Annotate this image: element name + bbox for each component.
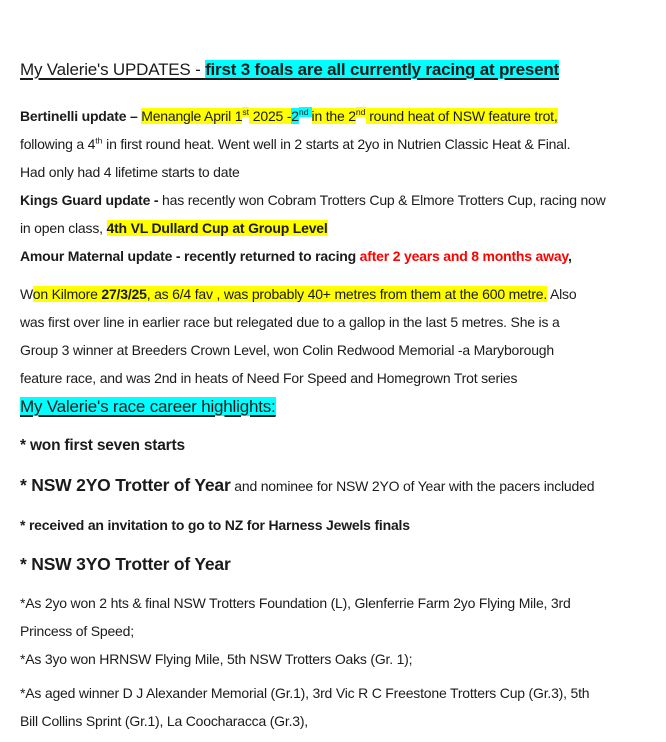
kings-guard-text-1: has recently won Cobram Trotters Cup & Elmore Trotters Cup, racing now xyxy=(162,192,606,208)
para-as-3yo: *As 3yo won HRNSW Flying Mile, 5th NSW Trotters Oaks (Gr. 1); xyxy=(20,651,413,667)
bertinelli-line2-a: following a 4 xyxy=(20,136,96,152)
item-nsw-3yo-bold: * NSW 3YO Trotter of Year xyxy=(20,554,231,574)
bertinelli-cyan-placing: 2 xyxy=(291,108,299,124)
amour-label: Amour Maternal update - recently returned to racing xyxy=(20,248,360,264)
doc-title-underline-group xyxy=(20,60,559,79)
bertinelli-highlight-2: 2025 - xyxy=(249,108,292,124)
doc-title xyxy=(20,54,660,86)
kilmore-line4: feature race, and was 2nd in heats of Need For Speed and Homegrown Trot series xyxy=(20,370,518,386)
amour-tail: , xyxy=(567,248,572,264)
item-nsw-2yo-tail: and nominee for NSW 2YO of Year with the pacers included xyxy=(230,478,595,494)
para-kilmore-result xyxy=(20,280,660,392)
item-nsw-2yo-bold: * NSW 2YO Trotter of Year xyxy=(20,475,231,495)
item-nz-invitation: * received an invitation to go to NZ for Harness Jewels finals xyxy=(20,517,410,533)
kilmore-highlight-2: , as 6/4 fav , was probably 40+ metres from them at the 600 metre. xyxy=(146,286,548,302)
para-amour-maternal-update xyxy=(20,242,660,270)
as-aged-line1: *As aged winner D J Alexander Memorial (Gr.1), 3rd Vic R C Freestone Trotters Cup (Gr.3), 5th xyxy=(20,685,590,701)
bertinelli-highlight-3: in the 2 xyxy=(311,108,356,124)
ordinal-suffix: st xyxy=(242,107,250,118)
bertinelli-highlight-4: round heat of NSW feature trot, xyxy=(365,108,558,124)
bertinelli-line2-b: in first round heat. Went well in 2 starts at 2yo in Nutrien Classic Heat & Final. xyxy=(102,136,571,152)
career-highlights-heading-text: My Valerie's race career highlights: xyxy=(20,397,276,416)
career-highlights-heading xyxy=(20,392,660,422)
kings-guard-highlight: 4th VL Dullard Cup at Group Level xyxy=(106,220,328,236)
amour-red-text: after 2 years and 8 months away xyxy=(359,248,568,264)
kilmore-date: 27/3/25 xyxy=(101,286,147,302)
as-2yo-line1: *As 2yo won 2 hts & final NSW Trotters Foundation (L), Glenferrie Farm 2yo Flying Mile, 3rd xyxy=(20,595,571,611)
item-nsw-2yo-trotter xyxy=(20,470,660,501)
bertinelli-highlight-1: Menangle April 1 xyxy=(141,108,243,124)
para-bertinelli-update xyxy=(20,102,660,186)
kilmore-highlight-1: on Kilmore xyxy=(32,286,102,302)
kilmore-also: Also xyxy=(547,286,577,302)
kings-guard-label: Kings Guard update - xyxy=(20,192,163,208)
kilmore-line3: Group 3 winner at Breeders Crown Level, won Colin Redwood Memorial -a Maryborough xyxy=(20,342,554,358)
doc-title-plain: My Valerie's UPDATES - xyxy=(20,60,206,79)
bertinelli-label: Bertinelli update – xyxy=(20,108,142,124)
kilmore-w: W xyxy=(20,286,33,302)
item-won-first-seven: * won first seven starts xyxy=(20,437,185,454)
ordinal-suffix: nd xyxy=(299,107,312,117)
para-as-aged xyxy=(20,679,660,735)
ordinal-suffix: nd xyxy=(355,107,366,118)
bertinelli-line3: Had only had 4 lifetime starts to date xyxy=(20,164,240,180)
ordinal-suffix: th xyxy=(95,135,103,146)
as-2yo-line2: Princess of Speed; xyxy=(20,623,134,639)
as-aged-line2: Bill Collins Sprint (Gr.1), La Coocharacca (Gr.3), xyxy=(20,713,308,729)
kilmore-line2: was first over line in earlier race but relegated due to a gallop in the last 5 metres. She is a xyxy=(20,314,560,330)
kings-guard-text-2: in open class, xyxy=(20,220,107,236)
para-as-2yo xyxy=(20,589,660,645)
doc-title-highlight: first 3 foals are all currently racing at present xyxy=(205,60,560,79)
item-nsw-3yo-trotter xyxy=(20,549,660,579)
para-kings-guard-update xyxy=(20,186,660,242)
